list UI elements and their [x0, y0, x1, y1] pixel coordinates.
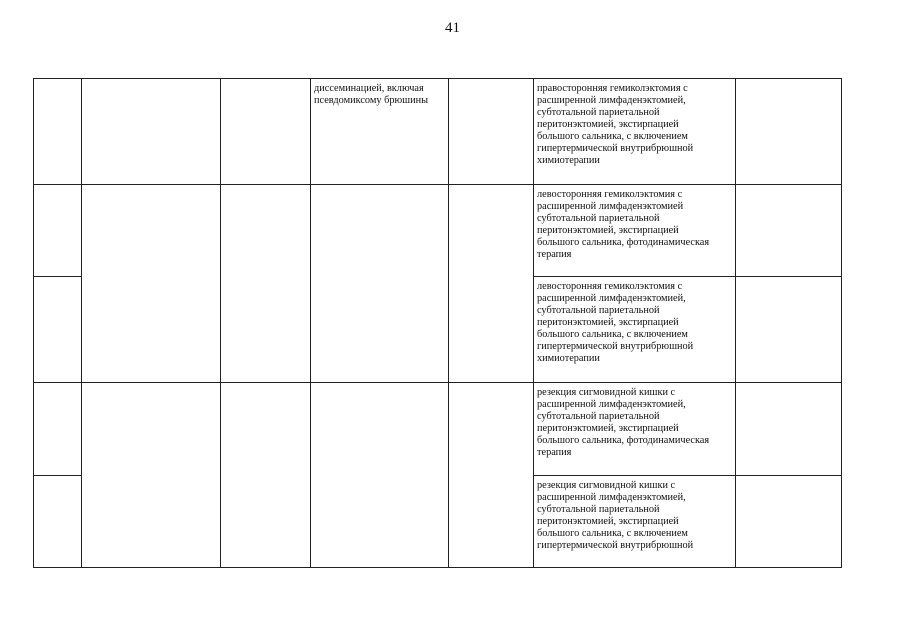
cell-text-line: субтотальной париетальной: [537, 411, 660, 422]
medical-care-table: [33, 78, 842, 568]
cell-text-line: химиотерапии: [537, 155, 600, 166]
cell-text-line: терапия: [537, 447, 572, 458]
cell-diagnosis: [311, 185, 449, 383]
cell-diagnosis: [311, 79, 449, 185]
cell-text-line: левосторонняя гемиколэктомия с: [537, 281, 683, 292]
cell-text-line: левосторонняя гемиколэктомия с: [537, 189, 683, 200]
cell-text-line: субтотальной париетальной: [537, 504, 660, 515]
cell-diagnosis: [311, 383, 449, 568]
cell-icd-code: [221, 383, 311, 568]
page-number: 41: [445, 20, 460, 36]
cell-text-line: гипертермической внутрибрюшной: [537, 540, 694, 551]
cell-number: [34, 277, 82, 383]
cell-text-line: химиотерапии: [537, 353, 600, 364]
cell-number: [34, 383, 82, 476]
cell-text-line: расширенной лимфаденэктомией,: [537, 399, 686, 410]
cell-text-line: гипертермической внутрибрюшной: [537, 341, 694, 352]
cell-text-line: большого сальника, с включением: [537, 329, 688, 340]
cell-treatment-method: [534, 277, 736, 383]
cell-number: [34, 185, 82, 277]
cell-text-line: большого сальника, фотодинамическая: [537, 237, 710, 248]
cell-text-line: субтотальной париетальной: [537, 213, 660, 224]
cell-text-line: резекция сигмовидной кишки с: [537, 480, 676, 491]
cell-text-line: субтотальной париетальной: [537, 305, 660, 316]
cell-cost: [736, 277, 842, 383]
cell-treatment-type: [449, 185, 534, 383]
cell-profile: [82, 79, 221, 185]
table-row: [34, 185, 842, 277]
table-row: [34, 79, 842, 185]
cell-text-line: расширенной лимфаденэктомией,: [537, 95, 686, 106]
cell-treatment-method: [534, 185, 736, 277]
cell-profile: [82, 383, 221, 568]
cell-text-line: перитонэктомией, экстирпацией: [537, 225, 679, 236]
cell-text-line: расширенной лимфаденэктомией,: [537, 492, 686, 503]
cell-treatment-method: [534, 79, 736, 185]
cell-text-line: расширенной лимфаденэктомией,: [537, 293, 686, 304]
cell-text-line: перитонэктомией, экстирпацией: [537, 317, 679, 328]
cell-cost: [736, 185, 842, 277]
cell-text-line: большого сальника, с включением: [537, 528, 688, 539]
cell-text-line: правосторонняя гемиколэктомия с: [537, 83, 688, 94]
cell-text-line: расширенной лимфаденэктомией: [537, 201, 684, 212]
cell-text-line: диссеминацией, включая: [314, 83, 424, 94]
table-row: [34, 383, 842, 476]
cell-number: [34, 79, 82, 185]
cell-text-line: большого сальника, фотодинамическая: [537, 435, 710, 446]
cell-text-line: субтотальной париетальной: [537, 107, 660, 118]
cell-treatment-method: [534, 476, 736, 568]
cell-treatment-method: [534, 383, 736, 476]
cell-text-line: терапия: [537, 249, 572, 260]
cell-text-line: псевдомиксому брюшины: [314, 95, 429, 106]
cell-cost: [736, 383, 842, 476]
cell-treatment-type: [449, 79, 534, 185]
cell-icd-code: [221, 185, 311, 383]
cell-number: [34, 476, 82, 568]
cell-profile: [82, 185, 221, 383]
cell-text-line: перитонэктомией, экстирпацией: [537, 516, 679, 527]
cell-treatment-type: [449, 383, 534, 568]
cell-text-line: перитонэктомией, экстирпацией: [537, 119, 679, 130]
cell-text-line: перитонэктомией, экстирпацией: [537, 423, 679, 434]
cell-icd-code: [221, 79, 311, 185]
cell-cost: [736, 476, 842, 568]
cell-text-line: большого сальника, с включением: [537, 131, 688, 142]
cell-cost: [736, 79, 842, 185]
cell-text-line: гипертермической внутрибрюшной: [537, 143, 694, 154]
cell-text-line: резекция сигмовидной кишки с: [537, 387, 676, 398]
